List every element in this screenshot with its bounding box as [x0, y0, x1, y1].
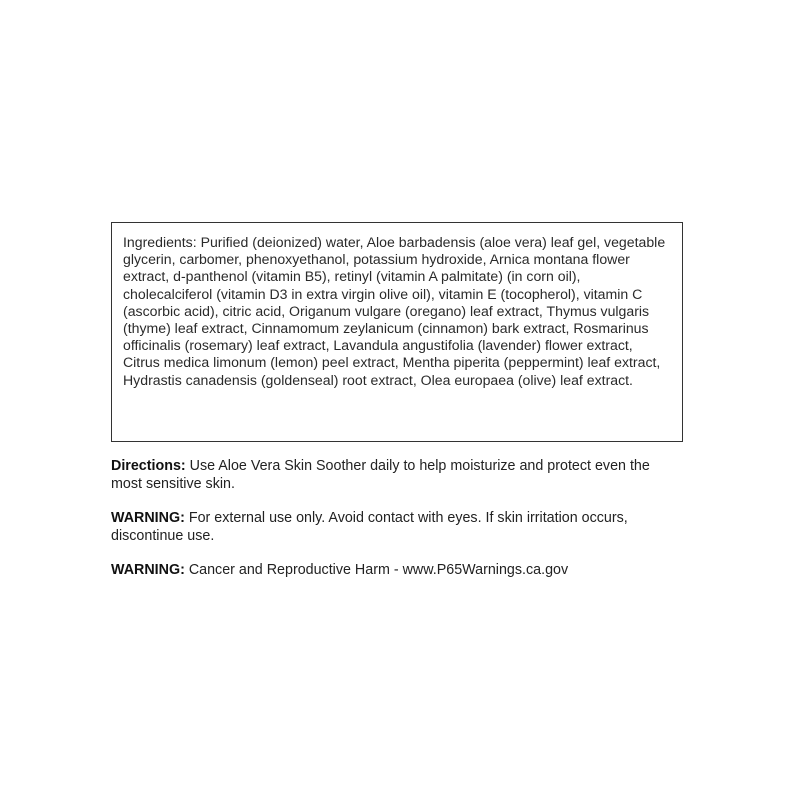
warning-label: WARNING:	[111, 510, 185, 526]
external-use-warning	[111, 510, 683, 545]
ingredients-text: Ingredients: Purified (deionized) water, Aloe barbadensis (aloe vera) leaf gel, vegetable glycerin, carbomer, phenoxyethanol, potassium hydroxide, Arnica montana flower extract, d-panthenol (vitamin B5), retinyl (vitamin A palmitate) (in corn oil), cholecalciferol (vitamin D3 in extra virgin olive oil), vitamin E (tocopherol), vitamin C (ascorbic acid), citric acid, Origanum vulgare (oregano) leaf extract, Thymus vulgaris (thyme) leaf extract, Cinnamomum zeylanicum (cinnamon) bark extract, Rosmarinus officinalis (rosemary) leaf extract, Lavandula angustifolia (lavender) flower extract, Citrus medica limonum (lemon) peel extract, Mentha piperita (peppermint) leaf extract, Hydrastis canadensis (goldenseal) root extract, Olea europaea (olive) leaf extract.	[123, 234, 666, 388]
warning-label: WARNING:	[111, 562, 185, 578]
directions-label: Directions:	[111, 458, 186, 474]
prop65-warning-text: Cancer and Reproductive Harm - www.P65Warnings.ca.gov	[184, 562, 569, 578]
directions-section	[111, 458, 683, 493]
directions-text: Use Aloe Vera Skin Soother daily to help moisturize and protect even the most sensitive skin.	[111, 458, 650, 492]
product-label	[111, 222, 683, 580]
prop65-warning	[111, 562, 683, 580]
external-use-warning-text: For external use only. Avoid contact with eyes. If skin irritation occurs, discontinue use.	[111, 510, 628, 544]
ingredients-box	[111, 222, 683, 442]
